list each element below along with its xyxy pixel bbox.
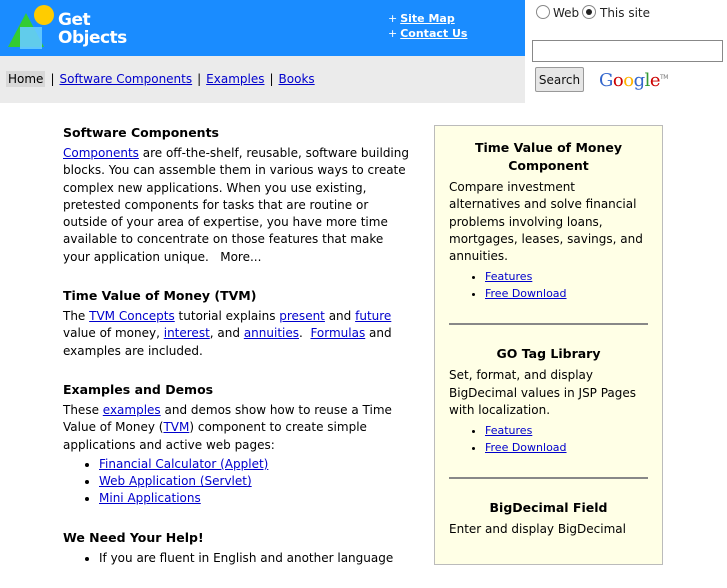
body-text: and demos show how to reuse a Time Value of Money ( [63,402,392,435]
sidebar-block-title: Time Value of Money Component [474,140,623,173]
body-text: value of money, [63,326,164,341]
nav-examples[interactable]: Examples [206,72,265,86]
tvm-concepts-link[interactable]: TVM Concepts [89,309,175,324]
interest-link[interactable]: interest [163,326,210,341]
site-map-item [388,12,455,25]
nav-separator: | [50,72,55,86]
header-bar [0,0,525,56]
google-letter: g [633,70,645,91]
body-text: are off-the-shelf, reusable, software building blocks. You can assemble them in various ways to create complex new applications. When you use existing, pretested components for tasks that are routine or outside of your area of expertise, you have more time available to concentrate on those features that make your application unique. [63,146,409,264]
contact-us-link[interactable]: Contact Us [400,27,468,40]
sidebar-block-title: GO Tag Library [496,346,601,362]
google-letter: o [612,70,624,91]
google-letter: o [623,70,634,91]
section-text [63,402,413,454]
more-link[interactable]: More... [220,249,262,264]
section-heading: Software Components [63,125,219,140]
body-text: tutorial explains [174,309,280,324]
google-letter: l [644,70,650,91]
radio-this-site[interactable] [582,5,596,19]
list-item [485,439,648,456]
google-logo [599,70,668,91]
section-examples [63,381,413,508]
radio-web-label[interactable]: Web [553,6,580,20]
formulas-link[interactable]: Formulas [310,326,366,341]
search-input[interactable] [532,40,723,62]
google-letter: G [599,70,613,91]
body-text: and [324,309,356,324]
components-link[interactable]: Components [63,146,139,160]
brand-name-line2[interactable]: Objects [58,28,127,48]
sidebar-block-title: BigDecimal Field [489,500,608,516]
sidebar-block-links [449,268,648,302]
body-text: ) component to create simple applications and active web pages: [63,420,367,452]
google-wordmark [599,70,660,91]
sidebar-block-desc: Set, format, and display BigDecimal values in JSP Pages with localization. [449,368,637,418]
sidebar [434,125,663,565]
nav-books[interactable]: Books [278,72,315,86]
section-heading: We Need Your Help! [63,529,204,545]
tvm-features-link[interactable]: Features [485,270,533,284]
sidebar-block-links [449,422,648,456]
body-text: These [63,402,103,417]
web-application-link[interactable]: Web Application (Servlet) [99,474,252,489]
plus-icon: + [388,27,398,40]
annuities-link[interactable]: annuities [243,326,299,341]
gotag-features-link[interactable]: Features [485,424,533,438]
section-text [63,308,413,360]
trademark-mark: TM [660,74,668,81]
getobjects-logo-icon[interactable] [6,3,58,53]
list-item: • If you are fluent in English and another language [99,550,413,567]
plus-icon: + [388,12,398,25]
tvm-free-download-link[interactable]: Free Download [485,287,567,301]
body-text: and examples are included. [63,326,392,358]
tvm-link[interactable]: TVM [163,420,190,435]
sidebar-block-desc: Compare investment alternatives and solve financial problems involving loans, mortgages, leases, savings, and annuities. [449,180,643,264]
sidebar-block-bigdecimal [435,479,662,538]
header [0,0,727,91]
list-item [99,456,413,473]
nav-bar [0,56,525,103]
list-item [485,285,648,302]
examples-link[interactable]: examples [102,402,161,417]
search-button[interactable]: Search [535,67,584,92]
contact-us-item [388,27,467,40]
main-content [63,124,413,588]
section-tvm [63,287,413,360]
body-text: , and [209,326,244,341]
section-text [63,145,413,266]
section-software-components [63,124,413,266]
nav-separator: | [269,72,274,86]
nav-software-components[interactable]: Software Components [59,72,193,86]
sidebar-block-tvm [435,126,662,323]
section-help [63,529,413,567]
list-item [485,422,648,439]
present-link[interactable]: present [279,309,325,324]
body-text: The [63,309,90,324]
radio-this-site-label[interactable]: This site [600,6,651,20]
nav-home[interactable]: Home [8,72,44,86]
section-heading: Time Value of Money (TVM) [63,288,257,304]
nav-separator: | [197,72,202,86]
search-area [525,0,727,107]
brand-name-line1[interactable]: Get [58,10,91,30]
future-link[interactable]: future [355,309,392,324]
site-map-link[interactable]: Site Map [400,12,455,25]
section-heading: Examples and Demos [63,381,214,397]
breadcrumb-nav [6,72,315,86]
gotag-free-download-link[interactable]: Free Download [485,441,567,455]
radio-web[interactable] [536,5,550,19]
list-item [99,490,413,507]
sidebar-block-desc: Enter and display BigDecimal [449,522,626,537]
google-letter: e [649,70,661,91]
examples-list [63,456,413,508]
list-item [99,473,413,490]
mini-applications-link[interactable]: Mini Applications [99,491,201,506]
financial-calculator-link[interactable]: Financial Calculator (Applet) [99,456,269,471]
body-text: . [299,326,311,341]
sidebar-block-gotag [435,325,662,477]
help-list [63,550,413,567]
list-item [485,268,648,285]
